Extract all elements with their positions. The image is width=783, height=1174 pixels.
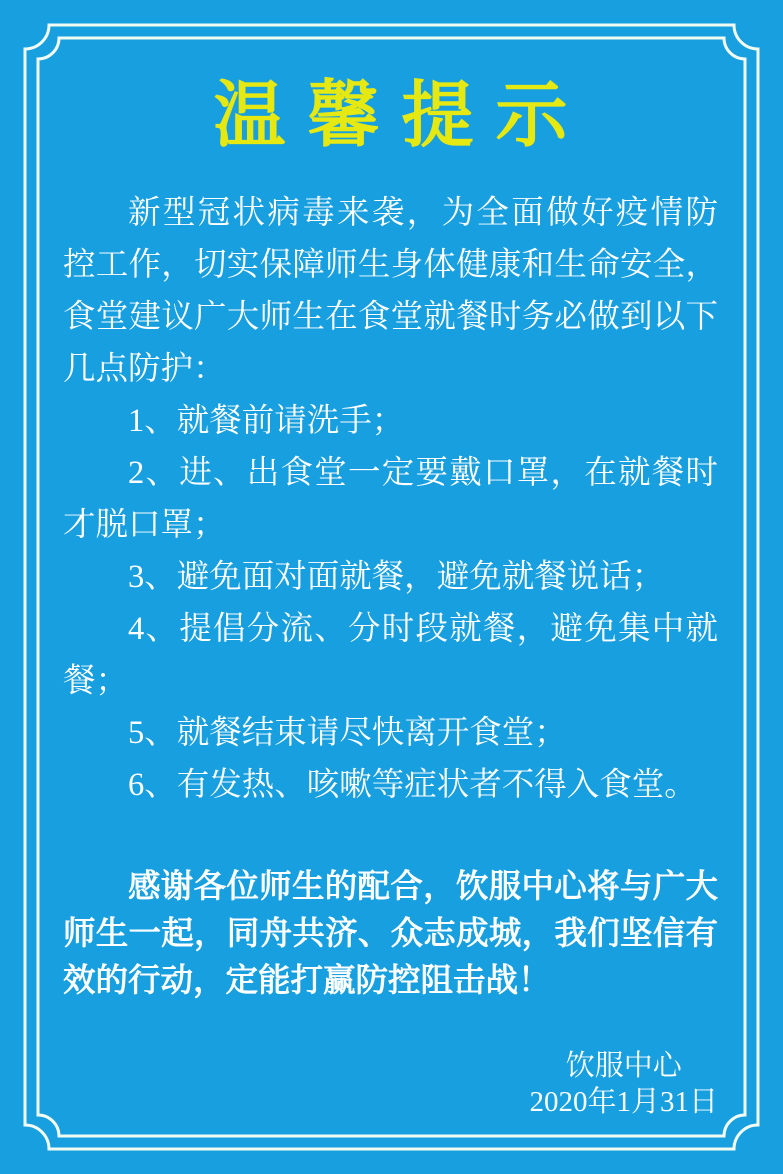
signature-date: 2020年1月31日 — [529, 1086, 718, 1118]
rule-line: 4、提倡分流、分时段就餐，避免集中就 — [128, 611, 718, 647]
rule-line: 1、就餐前请洗手； — [128, 403, 405, 439]
poster-content — [63, 0, 718, 1120]
rule-line: 才脱口罩； — [63, 507, 226, 543]
text-line: 新型冠状病毒来袭，为全面做好疫情防 — [128, 195, 718, 231]
rule-line: 5、就餐结束请尽快离开食堂； — [128, 715, 567, 751]
page-title: 温馨提示 — [213, 73, 590, 157]
rule-line: 6、有发热、咳嗽等症状者不得入食堂。 — [128, 767, 697, 803]
rule-line: 3、避免面对面就餐，避免就餐说话； — [128, 559, 665, 595]
signature — [529, 1048, 718, 1120]
closing-line: 效的行动，定能打赢防控阻击战！ — [63, 961, 551, 999]
intro-paragraph — [63, 187, 718, 395]
rules-list — [63, 395, 718, 811]
text-line: 控工作，切实保障师生身体健康和生命安全， — [63, 247, 718, 283]
closing-line: 师生一起，同舟共济、众志成城，我们坚信有 — [63, 914, 718, 952]
text-line: 食堂建议广大师生在食堂就餐时务必做到以下 — [63, 299, 718, 335]
text-line: 几点防护： — [63, 351, 226, 387]
rule-line: 餐； — [63, 663, 129, 699]
signature-name: 饮服中心 — [565, 1050, 682, 1082]
closing-line: 感谢各位师生的配合，饮服中心将与广大 — [128, 867, 718, 905]
closing-paragraph — [63, 863, 718, 1004]
rule-line: 2、进、出食堂一定要戴口罩，在就餐时 — [128, 455, 718, 491]
